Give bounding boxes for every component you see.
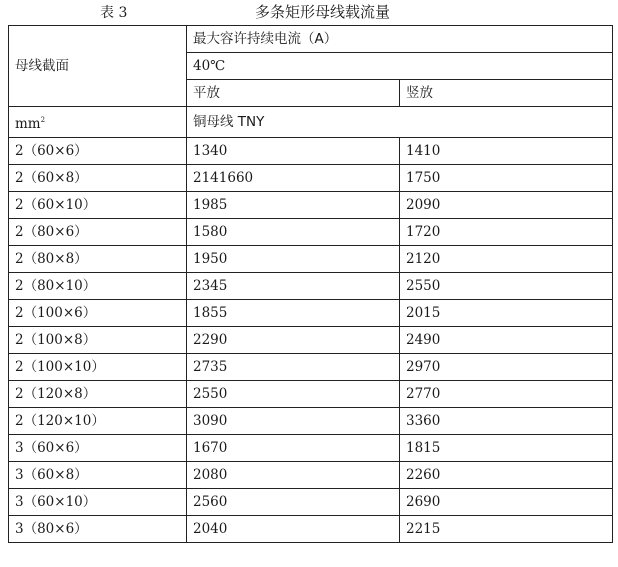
table-row: [9, 408, 613, 435]
table-caption: [0, 0, 618, 22]
unit-exponent: 2: [40, 116, 46, 124]
section-column-header: 母线截面: [9, 26, 187, 107]
flat-current-cell: 1985: [187, 192, 400, 219]
section-cell: 2（100×10）: [9, 354, 187, 381]
vertical-current-cell: 2260: [400, 462, 613, 489]
vertical-current-cell: 1750: [400, 165, 613, 192]
section-cell: 3（60×8）: [9, 462, 187, 489]
section-cell: 2（60×10）: [9, 192, 187, 219]
section-cell: 2（80×8）: [9, 246, 187, 273]
section-cell: 3（60×10）: [9, 489, 187, 516]
busbar-ampacity-table: [8, 25, 613, 543]
flat-current-cell: 1340: [187, 138, 400, 165]
flat-current-cell: 1580: [187, 219, 400, 246]
vertical-current-cell: 1720: [400, 219, 613, 246]
table-row: [9, 300, 613, 327]
header-row: [9, 26, 613, 53]
section-cell: 2（60×6）: [9, 138, 187, 165]
flat-current-cell: 1855: [187, 300, 400, 327]
table-row: [9, 354, 613, 381]
table-row: [9, 138, 613, 165]
table-row: [9, 381, 613, 408]
vertical-current-cell: 2770: [400, 381, 613, 408]
vertical-current-cell: 2090: [400, 192, 613, 219]
unit-row: [9, 107, 613, 138]
vertical-column-header: 竖放: [400, 80, 613, 107]
table-row: [9, 489, 613, 516]
vertical-current-cell: 2015: [400, 300, 613, 327]
section-cell: 2（120×10）: [9, 408, 187, 435]
flat-current-cell: 2345: [187, 273, 400, 300]
section-cell: 2（60×8）: [9, 165, 187, 192]
temperature-header: 40℃: [187, 53, 613, 80]
flat-current-cell: 2080: [187, 462, 400, 489]
flat-column-header: 平放: [187, 80, 400, 107]
table-row: [9, 327, 613, 354]
section-cell: 2（120×8）: [9, 381, 187, 408]
flat-current-cell: 2141660: [187, 165, 400, 192]
current-column-header: 最大容许持续电流（A）: [187, 26, 613, 53]
flat-current-cell: 2735: [187, 354, 400, 381]
section-cell: 2（80×6）: [9, 219, 187, 246]
unit-cell: [9, 107, 187, 138]
table-row: [9, 462, 613, 489]
table-row: [9, 246, 613, 273]
vertical-current-cell: 1410: [400, 138, 613, 165]
vertical-current-cell: 2120: [400, 246, 613, 273]
table-number: 表 3: [100, 5, 128, 21]
flat-current-cell: 2290: [187, 327, 400, 354]
section-cell: 2（100×8）: [9, 327, 187, 354]
vertical-current-cell: 1815: [400, 435, 613, 462]
table-row: [9, 219, 613, 246]
flat-current-cell: 1670: [187, 435, 400, 462]
section-cell: 2（100×6）: [9, 300, 187, 327]
table-row: [9, 192, 613, 219]
table-title: 多条矩形母线载流量: [255, 3, 391, 21]
flat-current-cell: 2040: [187, 516, 400, 543]
table-row: [9, 435, 613, 462]
unit-base: mm: [15, 116, 41, 132]
vertical-current-cell: 2215: [400, 516, 613, 543]
flat-current-cell: 2550: [187, 381, 400, 408]
vertical-current-cell: 2550: [400, 273, 613, 300]
table-row: [9, 165, 613, 192]
vertical-current-cell: 2970: [400, 354, 613, 381]
flat-current-cell: 3090: [187, 408, 400, 435]
vertical-current-cell: 2490: [400, 327, 613, 354]
section-cell: 3（80×6）: [9, 516, 187, 543]
table-row: [9, 273, 613, 300]
flat-current-cell: 1950: [187, 246, 400, 273]
material-header: 铜母线 TNY: [187, 107, 613, 138]
vertical-current-cell: 3360: [400, 408, 613, 435]
flat-current-cell: 2560: [187, 489, 400, 516]
table-row: [9, 516, 613, 543]
section-cell: 2（80×10）: [9, 273, 187, 300]
vertical-current-cell: 2690: [400, 489, 613, 516]
section-cell: 3（60×6）: [9, 435, 187, 462]
